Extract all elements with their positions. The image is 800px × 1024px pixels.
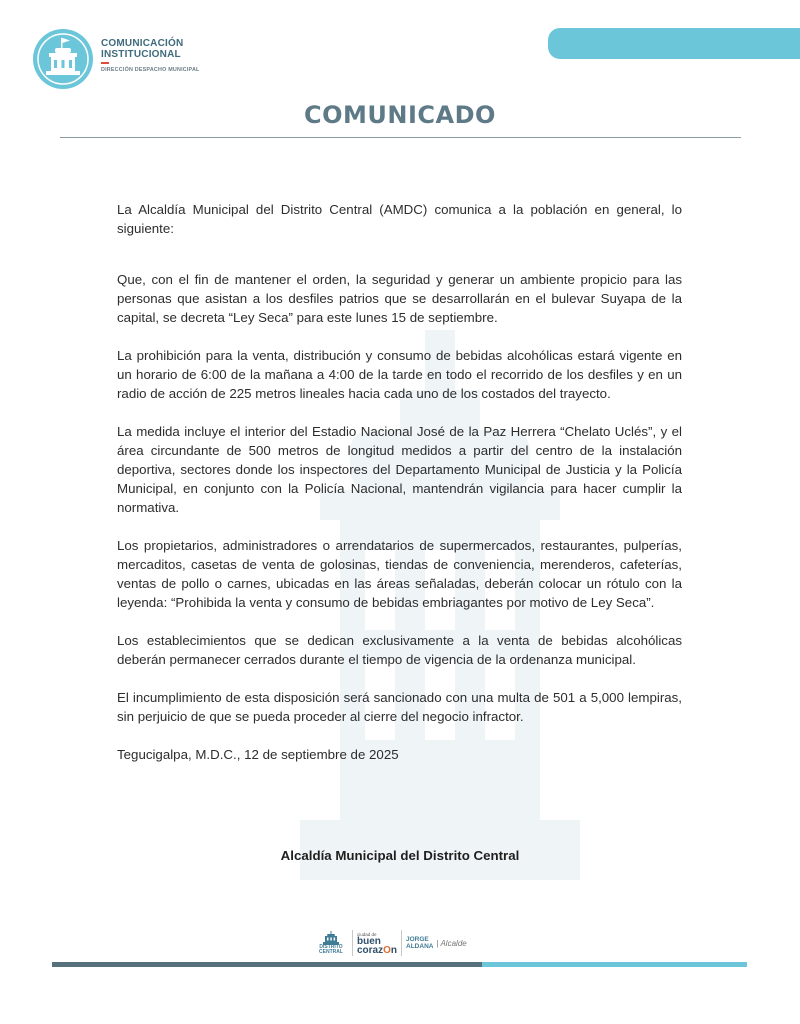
- body-paragraph-3: La medida incluye el interior del Estadio Nacional José de la Paz Herrera “Chelato Uclés”, y el área circundante de 500 metros de longitud medidos a partir del centro de la instalación deportiva, sectores donde los inspectores del Departamento Municipal de Justicia y la Policía Municipal, en conjunto con la Policía Nacional, mantendrán vigilancia para hacer cumplir la normativa.: [117, 424, 682, 515]
- alcalde-label: | Alcalde: [436, 938, 467, 948]
- intro-paragraph: La Alcaldía Municipal del Distrito Central (AMDC) comunica a la población en general, lo siguiente:: [117, 202, 682, 236]
- brand-title-line1: COMUNICACIÓN: [101, 38, 184, 49]
- corazon-accent: O: [383, 944, 391, 956]
- title-divider: [60, 137, 741, 138]
- date-line: Tegucigalpa, M.D.C., 12 de septiembre de 2025: [117, 747, 399, 762]
- brand-title: [101, 38, 183, 60]
- footer-divider: [352, 930, 353, 956]
- page-title: COMUNICADO: [304, 101, 496, 129]
- distrito-label-2: CENTRAL: [319, 949, 343, 955]
- distrito-label-1: DISTRITO: [319, 944, 343, 950]
- header-accent-tab: [548, 28, 800, 59]
- corazon-label: [357, 946, 397, 955]
- building-small-icon: [323, 931, 339, 945]
- footer-logos: [314, 926, 494, 960]
- body-paragraph-4: Los propietarios, administradores o arrendatarios de supermercados, restaurantes, pulperías, mercaditos, casetas de venta de golosinas, tiendas de conveniencia, merenderos, cafeterías, ventas de pollo o carnes, ubicadas en las áreas señaladas, deberán colocar un rótulo con la leyenda: “Prohibida la venta y consumo de bebidas embriagantes por motivo de Ley Seca”.: [117, 538, 682, 610]
- signature: Alcaldía Municipal del Distrito Central: [280, 848, 520, 863]
- document-body: [117, 200, 682, 764]
- buen-label: buen: [357, 935, 381, 947]
- distrito-central-logo: [314, 931, 348, 955]
- brand-title-line2: INSTITUCIONAL: [101, 49, 181, 60]
- brand-subtitle: DIRECCIÓN DESPACHO MUNICIPAL: [101, 67, 200, 73]
- footer-bar-dark: [52, 962, 482, 967]
- footer-divider: [401, 930, 402, 956]
- footer-bar-light: [482, 962, 747, 967]
- building-emblem-icon: [32, 28, 94, 90]
- buen-corazon-logo: [357, 932, 397, 955]
- brand-divider: [101, 62, 109, 64]
- body-paragraph-2: La prohibición para la venta, distribución y consumo de bebidas alcohólicas estará vigente en un horario de 6:00 de la mañana a 4:00 de la tarde en todo el recorrido de los desfiles y en un radio de acción de 225 metros lineales hacia cada uno de los costados del trayecto.: [117, 348, 682, 401]
- jorge-aldana-logo: [406, 936, 433, 950]
- body-paragraph-6: El incumplimiento de esta disposición será sancionado con una multa de 501 a 5,000 lempiras, sin perjuicio de que se pueda proceder al cierre del negocio infractor.: [117, 690, 682, 724]
- body-paragraph-1: Que, con el fin de mantener el orden, la seguridad y generar un ambiente propicio para las personas que asistan a los desfiles patrios que se desarrollarán en el bulevar Suyapa de la capital, se decreta “Ley Seca” para este lunes 15 de septiembre.: [117, 272, 682, 325]
- body-paragraph-5: Los establecimientos que se dedican exclusivamente a la venta de bebidas alcohólicas deberán permanecer cerrados durante el tiempo de vigencia de la ordenanza municipal.: [117, 633, 682, 667]
- ciudad-label: ciudad de: [357, 931, 377, 937]
- aldana-label: ALDANA: [406, 943, 434, 950]
- corazon-pre: coraz: [357, 944, 384, 956]
- corazon-post: n: [390, 944, 398, 956]
- jorge-label: JORGE: [406, 936, 429, 943]
